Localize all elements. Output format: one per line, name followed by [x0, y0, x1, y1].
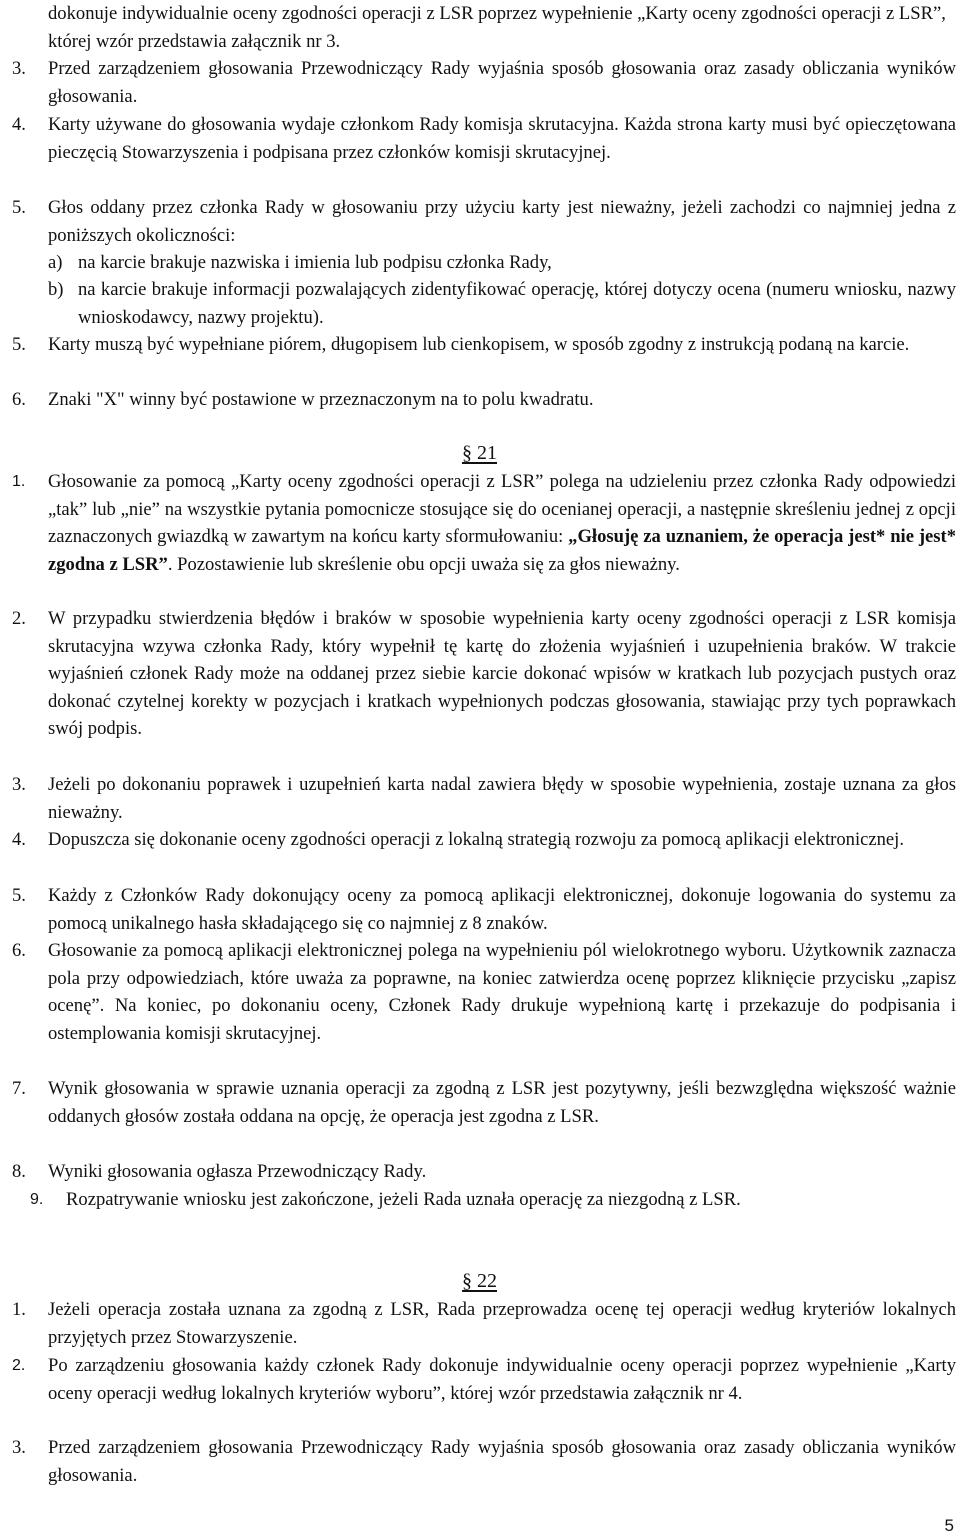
list-item-3: [12, 55, 956, 110]
item-number: 8.: [12, 1161, 26, 1182]
item-number: 2.: [12, 608, 26, 629]
sub-item-letter: a): [48, 252, 63, 273]
s21-item-7: [12, 1075, 956, 1130]
item-text: Karty muszą być wypełniane piórem, długopisem lub cienkopisem, w sposób zgodny z instrukcją podaną na karcie.: [48, 334, 910, 355]
item-text: Wynik głosowania w sprawie uznania operacji za zgodną z LSR jest pozytywny, jeśli bezwzględna większość ważnie oddanych głosów została oddana na opcję, że operacja jest zgodna z LSR.: [48, 1078, 956, 1127]
list-item-5: [12, 194, 956, 249]
item-number: 6.: [12, 389, 26, 410]
item-number: 1.: [12, 473, 26, 490]
s21-item-4: [12, 826, 956, 854]
item-text: Głos oddany przez członka Rady w głosowaniu przy użyciu karty jest nieważny, jeżeli zachodzi co najmniej jedna z poniższych okoliczności:: [48, 197, 956, 246]
sub-item-letter: b): [48, 279, 64, 300]
item-text: Głosowanie za pomocą aplikacji elektronicznej polega na wypełnieniu pól wielokrotnego wyboru. Użytkownik zaznacza pola przy odpowiedziach, które uważa za poprawne, na koniec zatwierdza ocenę poprzez kliknięcie przycisku „zapisz ocenę”. Na koniec, po dokonaniu oceny, Członek Rady drukuje wypełnioną kartę i przekazuje do podpisania i ostemplowania komisji skrutacyjnej.: [48, 940, 956, 1044]
section-heading-21: § 21: [462, 442, 497, 464]
item-text: Znaki "X" winny być postawione w przeznaczonym na to polu kwadratu.: [48, 389, 594, 410]
s21-item-2: [12, 605, 956, 743]
item-text: Jeżeli po dokonaniu poprawek i uzupełnień karta nadal zawiera błędy w sposobie wypełnienia, zostaje uznana za głos nieważny.: [48, 774, 956, 823]
sub-item-a: [48, 249, 956, 277]
item-number: 3.: [12, 58, 26, 79]
s21-item-9: [30, 1186, 956, 1214]
page-number: 5: [944, 1516, 954, 1535]
sub-item-text: na karcie brakuje nazwiska i imienia lub podpisu członka Rady,: [78, 252, 552, 273]
item-text: Po zarządzeniu głosowania każdy członek Rady dokonuje indywidualnie oceny operacji poprzez wypełnienie „Karty oceny operacji według lokalnych kryteriów wyboru”, której wzór przedstawia załącznik nr 4.: [48, 1355, 956, 1404]
list-item-6: [12, 386, 956, 414]
s22-item-3: [12, 1434, 956, 1489]
s21-item-1: [12, 468, 956, 578]
item-number: 3.: [12, 774, 26, 795]
item-number: 9.: [30, 1191, 44, 1208]
s22-item-2: [12, 1352, 956, 1407]
item-text-bold: „Głosuję za uznaniem, że operacja jest* nie jest* zgodna z LSR”: [48, 526, 957, 575]
s21-item-8: [12, 1158, 956, 1186]
item-text: Jeżeli operacja została uznana za zgodną z LSR, Rada przeprowadza ocenę tej operacji według kryteriów lokalnych przyjętych przez Stowarzyszenie.: [48, 1299, 956, 1348]
sub-item-text: na karcie brakuje informacji pozwalających zidentyfikować operację, której dotyczy ocena (numeru wniosku, nazwy wnioskodawcy, nazwy projektu).: [78, 279, 956, 328]
item-text: Dopuszcza się dokonanie oceny zgodności operacji z lokalną strategią rozwoju za pomocą aplikacji elektronicznej.: [48, 829, 904, 850]
list-item-5b: [12, 331, 956, 359]
item-text: W przypadku stwierdzenia błędów i braków w sposobie wypełnienia karty oceny zgodności operacji z LSR komisja skrutacyjna wzywa członka Rady, który wypełnił tę kartę do złożenia wyjaśnień i uzupełnienia braków. W trakcie wyjaśnień członek Rady może na oddanej przez siebie karcie dokonać wpisów w kratkach lub pozycjach pustych oraz dokonać czytelnej korekty w pozycjach i kratkach wypełnionych podczas głosowania, stawiając przy tych poprawkach swój podpis.: [48, 608, 956, 740]
item-text: Rozpatrywanie wniosku jest zakończone, jeżeli Rada uznała operację za niezgodną z LSR.: [66, 1189, 741, 1210]
item-number: 7.: [12, 1078, 26, 1099]
item-number: 4.: [12, 114, 26, 135]
item-number: 2.: [12, 1357, 26, 1374]
item-text-part: Głosowanie za pomocą „Karty oceny zgodności operacji z LSR” polega na udzieleniu przez członka Rady odpowiedzi „tak” lub „nie” na wszystkie pytania pomocnicze stosujące się do ocenianej operacji, a następnie skreśleniu jednej z opcji zaznaczonych gwiazdką w zawartym na końcu karty sformułowaniu:: [48, 471, 956, 548]
paragraph-text: dokonuje indywidualnie oceny zgodności operacji z LSR poprzez wypełnienie „Karty oceny zgodności operacji z LSR”, której wzór przedstawia załącznik nr 3.: [48, 3, 946, 52]
section-heading-22: § 22: [462, 1270, 497, 1292]
item-number: 4.: [12, 829, 26, 850]
s21-item-3: [12, 771, 956, 826]
intro-continuation: [48, 0, 956, 55]
item-number: 6.: [12, 940, 26, 961]
list-item-4: [12, 111, 956, 166]
item-number: 5.: [12, 334, 26, 355]
s21-item-6: [12, 937, 956, 1047]
item-number: 3.: [12, 1437, 26, 1458]
item-text: [48, 468, 956, 578]
item-text: Każdy z Członków Rady dokonujący oceny za pomocą aplikacji elektronicznej, dokonuje logowania do systemu za pomocą unikalnego hasła składającego się co najmniej z 8 znaków.: [48, 885, 956, 934]
item-text: Przed zarządzeniem głosowania Przewodniczący Rady wyjaśnia sposób głosowania oraz zasady obliczania wyników głosowania.: [48, 1437, 956, 1486]
s21-item-5: [12, 882, 956, 937]
item-number: 5.: [12, 885, 26, 906]
item-text: Wyniki głosowania ogłasza Przewodniczący Rady.: [48, 1161, 427, 1182]
item-number: 5.: [12, 197, 26, 218]
item-text: Przed zarządzeniem głosowania Przewodniczący Rady wyjaśnia sposób głosowania oraz zasady obliczania wyników głosowania.: [48, 58, 956, 107]
sub-item-b: [48, 276, 956, 331]
item-text: Karty używane do głosowania wydaje członkom Rady komisja skrutacyjna. Każda strona karty musi być opieczętowana pieczęcią Stowarzyszenia i podpisana przez członków komisji skrutacyjnej.: [48, 114, 956, 163]
item-number: 1.: [12, 1299, 26, 1320]
s22-item-1: [12, 1296, 956, 1351]
item-text-part: . Pozostawienie lub skreślenie obu opcji uważa się za głos nieważny.: [167, 553, 680, 575]
